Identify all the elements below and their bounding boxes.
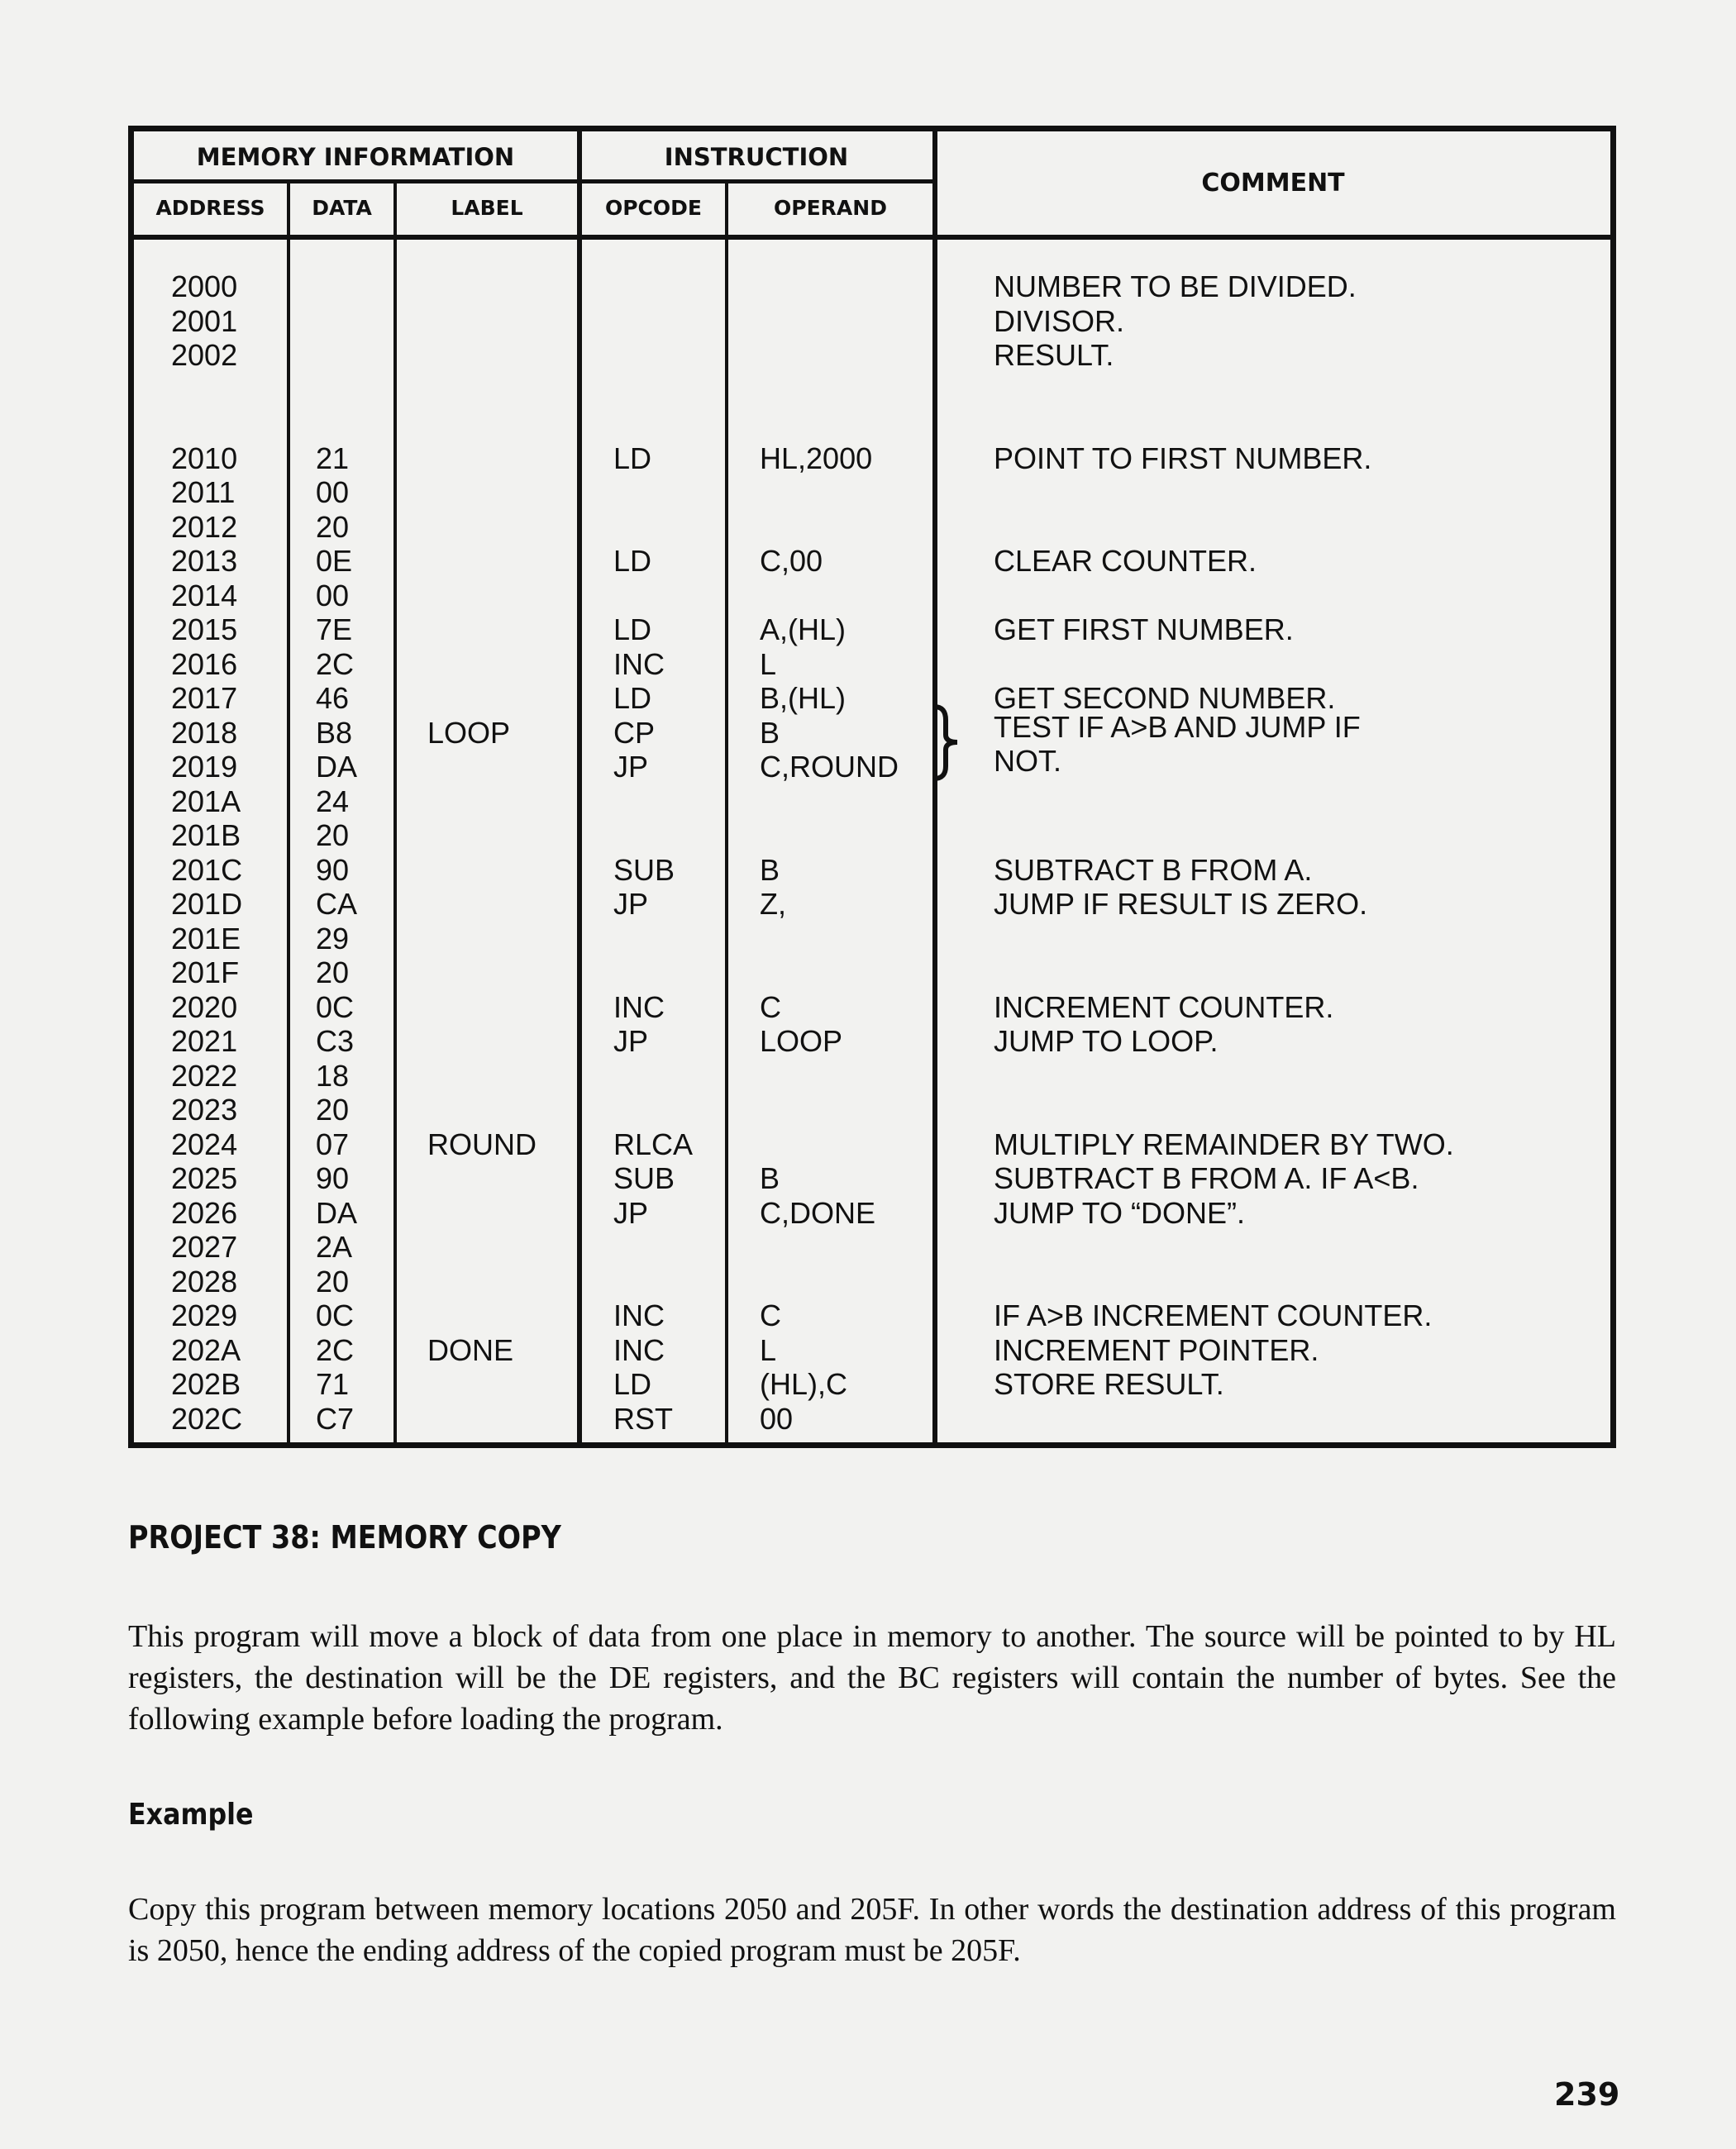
cell-address: 2012: [171, 509, 238, 544]
cell-opcode: INC: [613, 1332, 665, 1367]
cell-data: 90: [316, 1161, 350, 1195]
cell-data: C3: [316, 1024, 355, 1058]
cell-data: DA: [316, 750, 358, 784]
cell-opcode: RLCA: [613, 1127, 694, 1161]
cell-operand: B,(HL): [760, 681, 847, 715]
cell-opcode: JP: [613, 887, 649, 921]
cell-operand: LOOP: [760, 1024, 843, 1058]
cell-operand: C: [760, 1298, 781, 1332]
page-number: 239: [1554, 2076, 1620, 2113]
table-row: [134, 818, 1610, 853]
cell-comment: SUBTRACT B FROM A.: [994, 852, 1313, 887]
table-row: [134, 887, 1610, 922]
cell-comment: MULTIPLY REMAINDER BY TWO.: [994, 1127, 1454, 1161]
brace-comment-line1: TEST IF A>B AND JUMP IF: [994, 710, 1361, 744]
table-row: [134, 441, 1610, 476]
cell-address: 201C: [171, 852, 243, 887]
table-row: [134, 269, 1610, 304]
cell-operand: C,DONE: [760, 1195, 876, 1230]
table-row: [134, 1196, 1610, 1231]
table-row: [134, 1298, 1610, 1333]
header-memory-information: MEMORY INFORMATION: [196, 143, 515, 171]
header-bottom-rule: [134, 235, 1610, 240]
brace-comment-line2: NOT.: [994, 744, 1062, 778]
table-row: [134, 1024, 1610, 1059]
cell-address: 2028: [171, 1264, 238, 1298]
table-row: [134, 1093, 1610, 1127]
cell-address: 2001: [171, 303, 238, 338]
cell-address: 2017: [171, 681, 238, 715]
subheading-example: Example: [128, 1798, 254, 1832]
cell-address: 202C: [171, 1401, 243, 1436]
table-row: [134, 990, 1610, 1025]
cell-opcode: LD: [613, 1367, 652, 1401]
cell-address: 2013: [171, 544, 238, 578]
table-row: [134, 1059, 1610, 1094]
cell-address: 2000: [171, 269, 238, 303]
cell-data: 29: [316, 921, 350, 955]
table-row: [134, 853, 1610, 888]
table-row: [134, 304, 1610, 339]
section-title: PROJECT 38: MEMORY COPY: [128, 1519, 561, 1556]
cell-address: 2019: [171, 750, 238, 784]
cell-address: 201F: [171, 955, 240, 989]
cell-address: 2016: [171, 646, 238, 681]
cell-data: 0C: [316, 1298, 355, 1332]
cell-data: 0E: [316, 544, 353, 578]
table-row: [134, 1402, 1610, 1437]
header-label: LABEL: [451, 196, 523, 220]
header-operand: OPERAND: [774, 196, 887, 220]
header-comment: COMMENT: [1201, 169, 1345, 198]
table-row: [134, 784, 1610, 819]
cell-opcode: INC: [613, 1298, 665, 1332]
cell-opcode: SUB: [613, 852, 675, 887]
cell-address: 2014: [171, 578, 238, 612]
cell-operand: C,00: [760, 544, 823, 578]
header-data: DATA: [312, 196, 372, 220]
brace-comment: [134, 710, 1610, 745]
cell-comment: RESULT.: [994, 338, 1114, 372]
cell-address: 201D: [171, 887, 243, 921]
cell-label: LOOP: [427, 715, 511, 750]
cell-operand: L: [760, 1332, 777, 1367]
cell-comment: DIVISOR.: [994, 303, 1125, 338]
cell-comment: SUBTRACT B FROM A. IF A<B.: [994, 1161, 1419, 1195]
cell-opcode: RST: [613, 1401, 673, 1436]
table-row: [134, 510, 1610, 545]
cell-address: 2025: [171, 1161, 238, 1195]
cell-comment: STORE RESULT.: [994, 1367, 1224, 1401]
cell-address: 201A: [171, 784, 241, 818]
cell-data: 46: [316, 681, 350, 715]
cell-data: 7E: [316, 612, 353, 646]
cell-address: 2024: [171, 1127, 238, 1161]
cell-operand: C,ROUND: [760, 750, 899, 784]
cell-comment: INCREMENT COUNTER.: [994, 989, 1334, 1024]
cell-comment: GET SECOND NUMBER.: [994, 681, 1336, 715]
cell-address: 2011: [171, 475, 236, 509]
cell-data: C7: [316, 1401, 355, 1436]
cell-address: 2026: [171, 1195, 238, 1230]
cell-opcode: SUB: [613, 1161, 675, 1195]
cell-opcode: LD: [613, 441, 652, 475]
cell-opcode: JP: [613, 750, 649, 784]
cell-data: 18: [316, 1058, 350, 1093]
cell-comment: POINT TO FIRST NUMBER.: [994, 441, 1372, 475]
cell-label: DONE: [427, 1332, 514, 1367]
cell-operand: B: [760, 852, 780, 887]
cell-address: 2002: [171, 338, 238, 372]
table-row: [134, 579, 1610, 613]
table-row: [134, 1367, 1610, 1402]
cell-data: 20: [316, 818, 350, 852]
header-instruction: INSTRUCTION: [664, 143, 849, 171]
cell-opcode: LD: [613, 681, 652, 715]
cell-address: 2029: [171, 1298, 238, 1332]
cell-data: 2C: [316, 1332, 355, 1367]
table-row: [134, 1333, 1610, 1368]
cell-address: 202A: [171, 1332, 241, 1367]
cell-data: 24: [316, 784, 350, 818]
cell-opcode: INC: [613, 989, 665, 1024]
cell-address: 2018: [171, 715, 238, 750]
header-opcode: OPCODE: [604, 196, 702, 220]
table-row: [134, 922, 1610, 956]
cell-address: 2020: [171, 989, 238, 1024]
table-row: [134, 1161, 1610, 1196]
table-row: [134, 475, 1610, 510]
cell-operand: A,(HL): [760, 612, 847, 646]
cell-data: 21: [316, 441, 350, 475]
cell-address: 201E: [171, 921, 241, 955]
cell-address: 2010: [171, 441, 238, 475]
cell-data: 20: [316, 1264, 350, 1298]
cell-data: 0C: [316, 989, 355, 1024]
cell-operand: B: [760, 1161, 780, 1195]
cell-data: 20: [316, 509, 350, 544]
cell-operand: L: [760, 646, 777, 681]
cell-opcode: JP: [613, 1024, 649, 1058]
cell-data: 2C: [316, 646, 355, 681]
table-row: [134, 544, 1610, 579]
cell-address: 2022: [171, 1058, 238, 1093]
brace-comment: [134, 744, 1610, 779]
table-row: [134, 1127, 1610, 1162]
header-address: ADDRESS: [155, 196, 265, 220]
cell-operand: 00: [760, 1401, 794, 1436]
cell-address: 202B: [171, 1367, 241, 1401]
cell-data: 20: [316, 955, 350, 989]
cell-address: 2027: [171, 1230, 238, 1264]
cell-comment: JUMP IF RESULT IS ZERO.: [994, 887, 1368, 921]
table-row: [134, 955, 1610, 990]
cell-opcode: CP: [613, 715, 656, 750]
cell-operand: HL,2000: [760, 441, 873, 475]
cell-label: ROUND: [427, 1127, 537, 1161]
cell-address: 2023: [171, 1093, 238, 1127]
cell-comment: NUMBER TO BE DIVIDED.: [994, 269, 1357, 303]
cell-operand: B: [760, 715, 780, 750]
cell-opcode: INC: [613, 646, 665, 681]
cell-data: 07: [316, 1127, 350, 1161]
cell-operand: Z,: [760, 887, 786, 921]
cell-data: 20: [316, 1093, 350, 1127]
cell-comment: INCREMENT POINTER.: [994, 1332, 1319, 1367]
cell-data: DA: [316, 1195, 358, 1230]
cell-address: 2015: [171, 612, 238, 646]
cell-address: 2021: [171, 1024, 238, 1058]
table-row: [134, 1265, 1610, 1299]
cell-data: 2A: [316, 1230, 353, 1264]
cell-data: B8: [316, 715, 353, 750]
cell-data: CA: [316, 887, 358, 921]
cell-data: 00: [316, 475, 350, 509]
cell-comment: JUMP TO LOOP.: [994, 1024, 1219, 1058]
cell-address: 201B: [171, 818, 241, 852]
cell-data: 71: [316, 1367, 350, 1401]
table-row: [134, 612, 1610, 647]
program-listing-table: [128, 126, 1616, 1448]
header-divider: [134, 179, 936, 183]
table-row: [134, 1230, 1610, 1265]
cell-comment: CLEAR COUNTER.: [994, 544, 1257, 578]
cell-operand: C: [760, 989, 781, 1024]
cell-opcode: LD: [613, 544, 652, 578]
cell-data: 00: [316, 578, 350, 612]
cell-comment: JUMP TO “DONE”.: [994, 1195, 1246, 1230]
cell-comment: GET FIRST NUMBER.: [994, 612, 1294, 646]
cell-opcode: LD: [613, 612, 652, 646]
paragraph-intro: This program will move a block of data from one place in memory to another. The source will be pointed to by HL registers, the destination will be the DE registers, and the BC registers will contain the number of bytes. See the following example before loading the program.: [128, 1619, 1616, 1737]
cell-comment: IF A>B INCREMENT COUNTER.: [994, 1298, 1433, 1332]
table-row: [134, 647, 1610, 682]
cell-operand: (HL),C: [760, 1367, 847, 1401]
table-row: [134, 338, 1610, 373]
paragraph-example: Copy this program between memory locations 2050 and 205F. In other words the destination address of this program is 2050, hence the ending address of the copied program must be 205F.: [128, 1892, 1616, 1968]
cell-opcode: JP: [613, 1195, 649, 1230]
cell-data: 90: [316, 852, 350, 887]
